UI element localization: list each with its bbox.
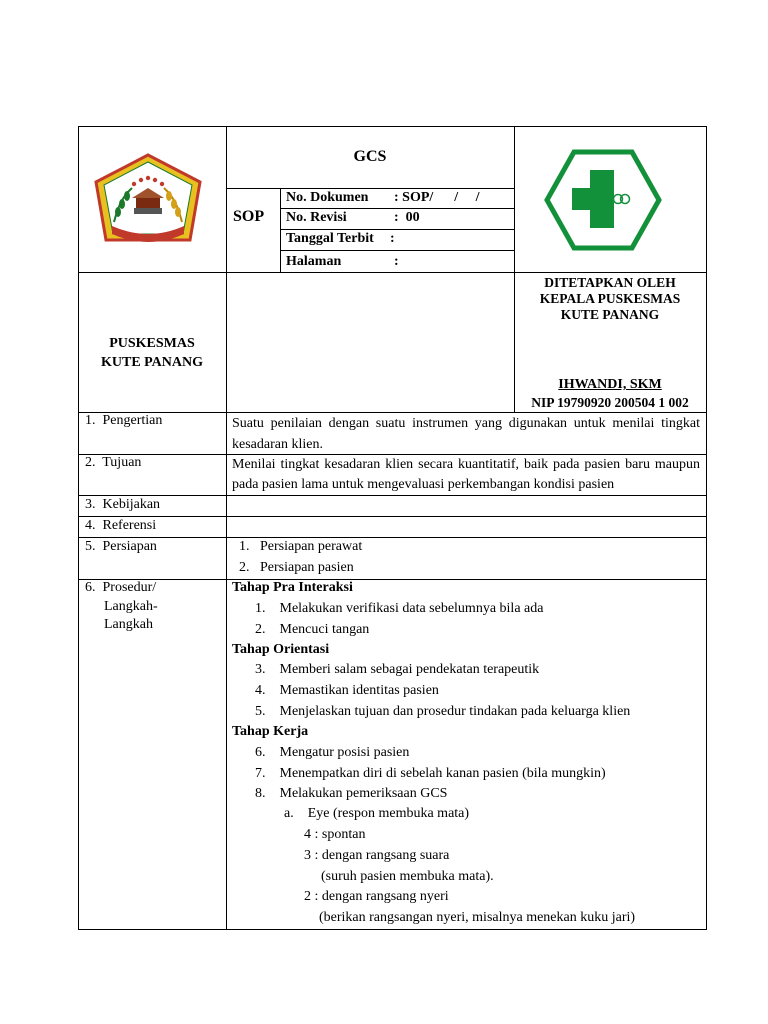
referensi-label: 4. Referensi: [85, 518, 157, 533]
signatory-name: IHWANDI, SKM: [558, 377, 662, 392]
regency-logo: [92, 152, 204, 248]
row-line-5: [78, 537, 706, 538]
pengertian-text: Suatu penilaian dengan suatu instrumen yang digunakan untuk menilai tingkat kesadaran klien.: [232, 416, 700, 452]
field-halaman-value: :: [394, 254, 399, 269]
approval-line-2: KEPALA PUSKESMAS: [539, 291, 681, 306]
field-no-dokumen-value: : SOP/ / /: [394, 190, 480, 205]
approval-line-1: DITETAPKAN OLEH: [544, 275, 676, 290]
signatory-nip: NIP 19790920 200504 1 002: [531, 395, 689, 410]
row-line-6: [78, 579, 706, 580]
step-1: 1. Melakukan verifikasi data sebelumnya bila ada: [255, 601, 544, 616]
sop-divider: [280, 188, 281, 272]
field-tanggal-terbit-label: Tanggal Terbit: [286, 231, 374, 246]
table-border-bottom: [78, 929, 707, 930]
kebijakan-label: 3. Kebijakan: [85, 497, 161, 512]
field-line-1: [280, 208, 514, 209]
eye-score-2-note: (berikan rangsangan nyeri, misalnya menekan kuku jari): [319, 910, 636, 925]
step-4: 4. Memastikan identitas pasien: [255, 683, 439, 698]
document-title: GCS: [353, 148, 387, 165]
prosedur-label-3: Langkah: [104, 617, 153, 632]
row-line-3: [78, 495, 706, 496]
phase-pra-interaksi: Tahap Pra Interaksi: [232, 580, 353, 595]
tujuan-text: Menilai tingkat kesadaran klien secara kuantitatif, baik pada pasien baru maupun pada pasien lama untuk mengevaluasi perkembangan kondisi pasien: [232, 457, 700, 492]
persiapan-item-1: 1. Persiapan perawat: [239, 539, 363, 554]
field-no-revisi-value: : 00: [394, 210, 420, 225]
eye-score-3-note: (suruh pasien membuka mata).: [321, 869, 494, 884]
table-border-right: [706, 126, 707, 929]
approval-line-3: KUTE PANANG: [560, 307, 660, 322]
field-line-2: [280, 229, 514, 230]
prosedur-label-1: 6. Prosedur/: [85, 580, 157, 595]
sub-step-a: a. Eye (respon membuka mata): [284, 806, 470, 821]
persiapan-item-2: 2. Persiapan pasien: [239, 560, 354, 575]
eye-score-4: 4 : spontan: [304, 827, 366, 842]
step-5: 5. Menjelaskan tujuan dan prosedur tindakan pada keluarga klien: [255, 704, 631, 719]
puskesmas-cross-icon: [544, 148, 662, 252]
header-bottom-line: [78, 272, 706, 273]
pengertian-label: 1. Pengertian: [85, 413, 163, 428]
row-line-4: [78, 516, 706, 517]
table-border-top: [78, 126, 707, 127]
phase-kerja: Tahap Kerja: [232, 724, 309, 739]
field-halaman-label: Halaman: [286, 254, 342, 269]
org-name-line-1: PUSKESMAS: [109, 336, 195, 351]
tujuan-label: 2. Tujuan: [85, 455, 142, 470]
prosedur-label-2: Langkah-: [104, 599, 158, 614]
regency-emblem-icon: [92, 152, 204, 248]
phase-orientasi: Tahap Orientasi: [232, 642, 330, 657]
step-2: 2. Mencuci tangan: [255, 622, 370, 637]
step-6: 6. Mengatur posisi pasien: [255, 745, 410, 760]
step-8: 8. Melakukan pemeriksaan GCS: [255, 786, 448, 801]
org-name: [78, 334, 226, 372]
title-bottom-line: [226, 188, 514, 189]
approval-block: [514, 275, 706, 323]
table-border-left: [78, 126, 79, 929]
field-no-revisi-label: No. Revisi: [286, 210, 347, 225]
eye-score-2: 2 : dengan rangsang nyeri: [304, 889, 449, 904]
puskesmas-logo: [544, 148, 662, 252]
col-divider-left: [226, 126, 227, 929]
sop-label: SOP: [233, 208, 265, 225]
field-line-3: [280, 250, 514, 251]
step-7: 7. Menempatkan diri di sebelah kanan pasien (bila mungkin): [255, 766, 606, 781]
eye-score-3: 3 : dengan rangsang suara: [304, 848, 450, 863]
step-3: 3. Memberi salam sebagai pendekatan terapeutik: [255, 662, 540, 677]
col-divider-right: [514, 126, 515, 412]
field-tanggal-terbit-value: :: [390, 231, 395, 246]
field-no-dokumen-label: No. Dokumen: [286, 190, 369, 205]
persiapan-label: 5. Persiapan: [85, 539, 157, 554]
org-name-line-2: KUTE PANANG: [100, 355, 204, 370]
